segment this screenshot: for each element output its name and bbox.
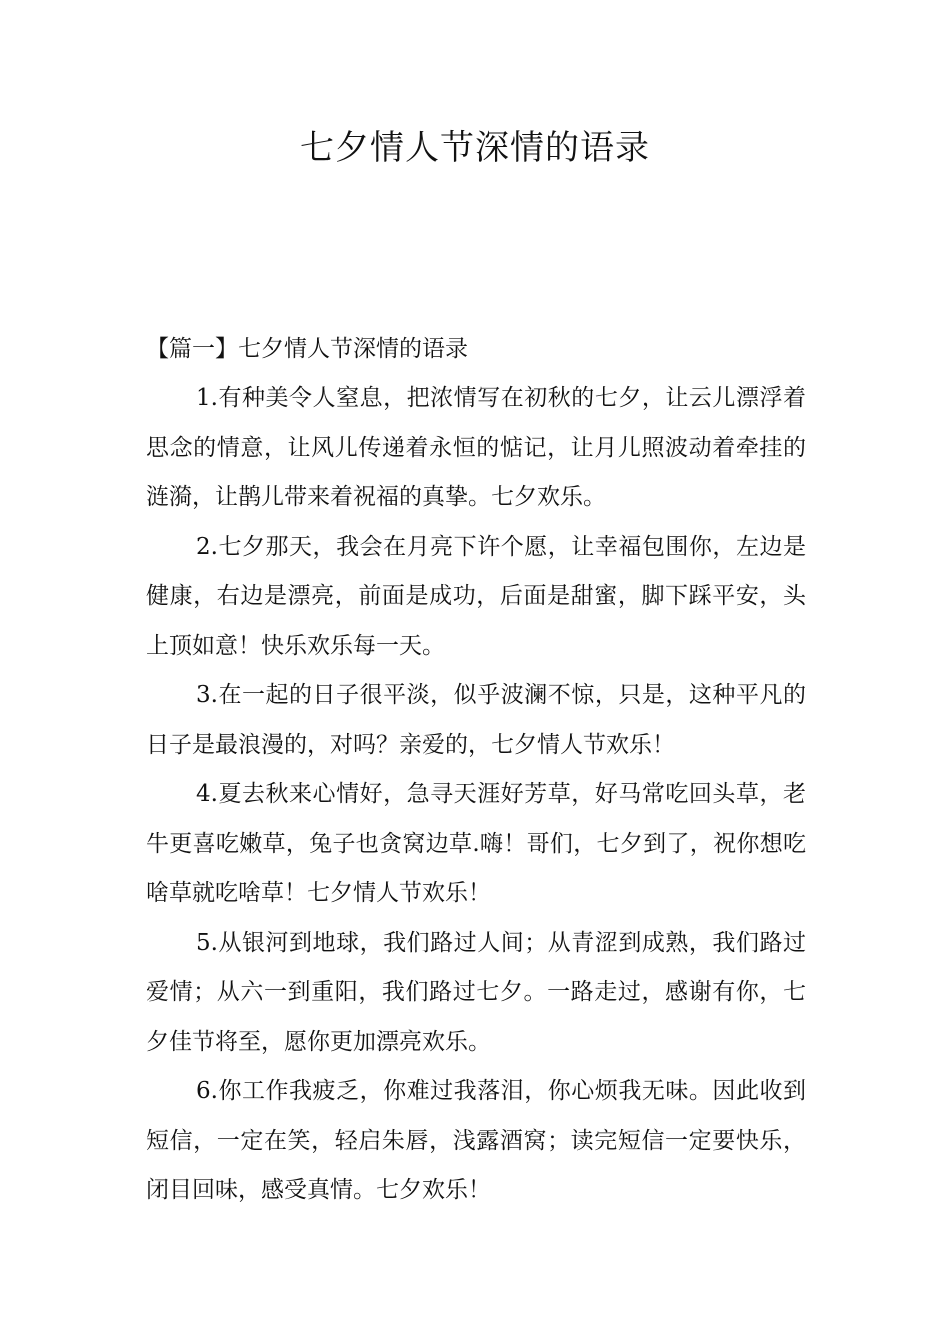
section-heading: 【篇一】七夕情人节深情的语录 (146, 336, 468, 362)
paragraph-3: 3.在一起的日子很平淡，似乎波澜不惊，只是，这种平凡的日子是最浪漫的，对吗？亲爱的，七夕情人节欢乐！ (146, 682, 806, 758)
paragraph-4: 4.夏去秋来心情好，急寻天涯好芳草，好马常吃回头草，老牛更喜吃嫩草，兔子也贪窝边草.嗨！哥们，七夕到了，祝你想吃啥草就吃啥草！七夕情人节欢乐！ (146, 781, 806, 906)
paragraph-6: 6.你工作我疲乏，你难过我落泪，你心烦我无味。因此收到短信，一定在笑，轻启朱唇，浅露酒窝；读完短信一定要快乐，闭目回味，感受真情。七夕欢乐！ (146, 1078, 806, 1203)
document-body (146, 324, 806, 1216)
paragraph-1: 1.有种美令人窒息，把浓情写在初秋的七夕，让云儿漂浮着思念的情意，让风儿传递着永恒的惦记，让月儿照波动着牵挂的涟漪，让鹊儿带来着祝福的真挚。七夕欢乐。 (146, 385, 806, 510)
page-title: 七夕情人节深情的语录 (300, 128, 650, 168)
paragraph-5: 5.从银河到地球，我们路过人间；从青涩到成熟，我们路过爱情；从六一到重阳，我们路过七夕。一路走过，感谢有你，七夕佳节将至，愿你更加漂亮欢乐。 (146, 929, 806, 1055)
paragraph-2: 2.七夕那天，我会在月亮下许个愿，让幸福包围你，左边是健康，右边是漂亮，前面是成功，后面是甜蜜，脚下踩平安，头上顶如意！快乐欢乐每一天。 (146, 533, 806, 659)
